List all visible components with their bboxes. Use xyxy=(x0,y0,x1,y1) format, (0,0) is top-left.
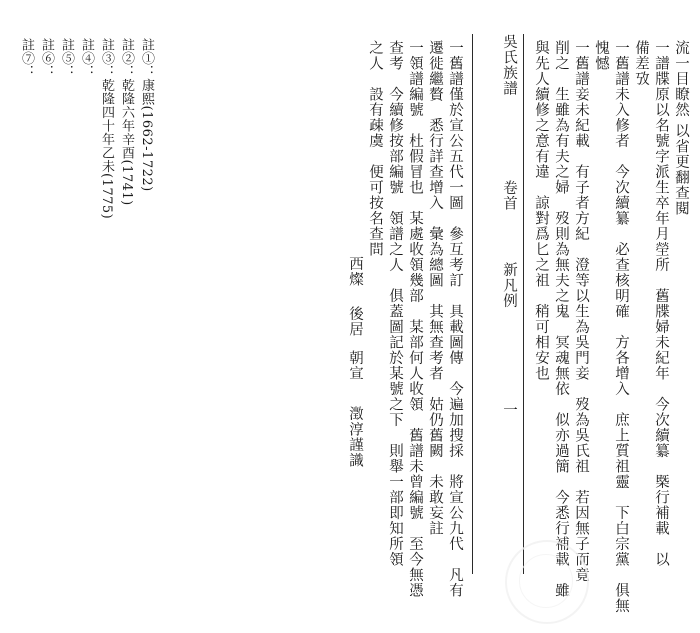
footnote: 註④： xyxy=(79,38,94,79)
text-column: 與先人續修之意有違 諒對爲匕之祖 稍可相安也 xyxy=(533,40,549,381)
footnote: 註⑥： xyxy=(39,38,54,79)
signature-name: 西燦 xyxy=(347,256,363,287)
text-column: 流一目瞭然 以省更翻查閱 xyxy=(673,40,689,217)
margin-rule-left xyxy=(472,34,473,574)
watermark-seal xyxy=(505,540,589,624)
text-column: 一舊譜未入修者 今次續纂 必查核明確 方各增入 庶上質祖靈 下白宗黨 俱無 xyxy=(613,40,629,614)
text-column: 愧憾 xyxy=(593,40,609,71)
text-column: 削之 生雖為有夫之婦 歿則為無夫之鬼 冥魂無依 似亦過簡 今悉行補載 雖 xyxy=(553,40,569,598)
text-column: 一譜牒原以名號字派生卒年月塋所 舊牒婦未紀年 今次續纂 槩行補載 以 xyxy=(653,40,669,567)
text-column: 之人 設有疎虞 便可按名查問 xyxy=(367,40,383,257)
footnote: 註①：康熙(1662-1722) xyxy=(139,38,154,192)
footnote: 註③：乾隆四十年乙未(1775) xyxy=(99,38,114,220)
signature-name: 後居 xyxy=(347,306,363,337)
text-column: 備差攷 xyxy=(633,40,649,87)
page-number: 一 xyxy=(501,402,517,418)
margin-rule-right xyxy=(523,34,524,574)
text-column: 一舊譜妾未紀載 有子者方紀 澄等以生為吳門妾 歿為吳氏祖 若因無子而竟 xyxy=(573,40,589,583)
text-column: 一舊譜僅於宣公五代一圖 參互考訂 具載圖傳 今遍加搜採 將宣公九代 凡有 xyxy=(447,40,463,598)
volume-label: 卷首 xyxy=(501,180,517,211)
text-column: 遷徙繼贅 悉行詳查增入 彙為總圖 其無查考者 姑仍舊闕 未敢妄註 xyxy=(427,40,443,536)
signature-name: 澂淳謹識 xyxy=(347,406,363,468)
footnote: 註⑤： xyxy=(59,38,74,79)
text-column: 查考 今續修按部編號 領譜之人 俱蓋圖記於某號之下 則舉一部即知所領 xyxy=(387,40,403,567)
footnote: 註⑦： xyxy=(19,38,34,79)
section-title: 新凡例 xyxy=(501,262,517,309)
signature-name: 朝宣 xyxy=(347,350,363,381)
book-title: 吳氏族譜 xyxy=(501,34,517,96)
footnote: 註②：乾隆六年辛酉(1741) xyxy=(119,38,134,206)
text-column: 一領譜編號 杜假冒也 某處收領幾部 某部何人收領 舊譜未曾編號 至今無憑 xyxy=(407,40,423,598)
